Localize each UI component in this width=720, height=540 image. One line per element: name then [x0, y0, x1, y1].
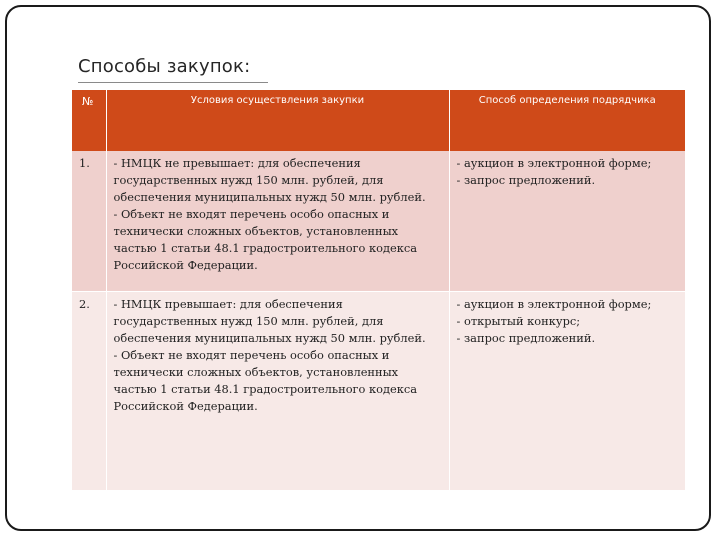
method-text: - аукцион в электронной форме;: [456, 156, 652, 170]
procurement-table: [72, 90, 685, 490]
method-text: - аукцион в электронной форме;: [456, 297, 652, 311]
method-text: - запрос предложений.: [456, 331, 596, 345]
header-conditions: Условия осуществления закупки: [106, 90, 449, 151]
row-methods: [449, 292, 685, 491]
condition-text: - НМЦК превышает: для обеспечения государственных нужд 150 млн. рублей, для обеспечения муниципальных нужд 50 млн. рублей.: [113, 297, 426, 345]
slide-title: Способы закупок:: [78, 56, 251, 77]
row-conditions: [106, 292, 449, 491]
table-row: [72, 292, 685, 491]
row-number: 2.: [72, 292, 106, 491]
header-method: Способ определения подрядчика: [449, 90, 685, 151]
condition-text: - Объект не входят перечень особо опасных и технически сложных объектов, установленных частью 1 статьи 48.1 градостроительного кодекса Российской Федерации.: [113, 207, 418, 272]
row-methods: [449, 151, 685, 292]
table-header-row: [72, 90, 685, 151]
row-number: 1.: [72, 151, 106, 292]
table-row: [72, 151, 685, 292]
method-text: - запрос предложений.: [456, 173, 596, 187]
condition-text: - Объект не входят перечень особо опасных и технически сложных объектов, установленных частью 1 статьи 48.1 градостроительного кодекса Российской Федерации.: [113, 348, 418, 413]
row-conditions: [106, 151, 449, 292]
title-underline: [78, 82, 268, 83]
header-number: №: [72, 90, 106, 151]
condition-text: - НМЦК не превышает: для обеспечения государственных нужд 150 млн. рублей, для обеспечения муниципальных нужд 50 млн. рублей.: [113, 156, 426, 204]
method-text: - открытый конкурс;: [456, 314, 581, 328]
